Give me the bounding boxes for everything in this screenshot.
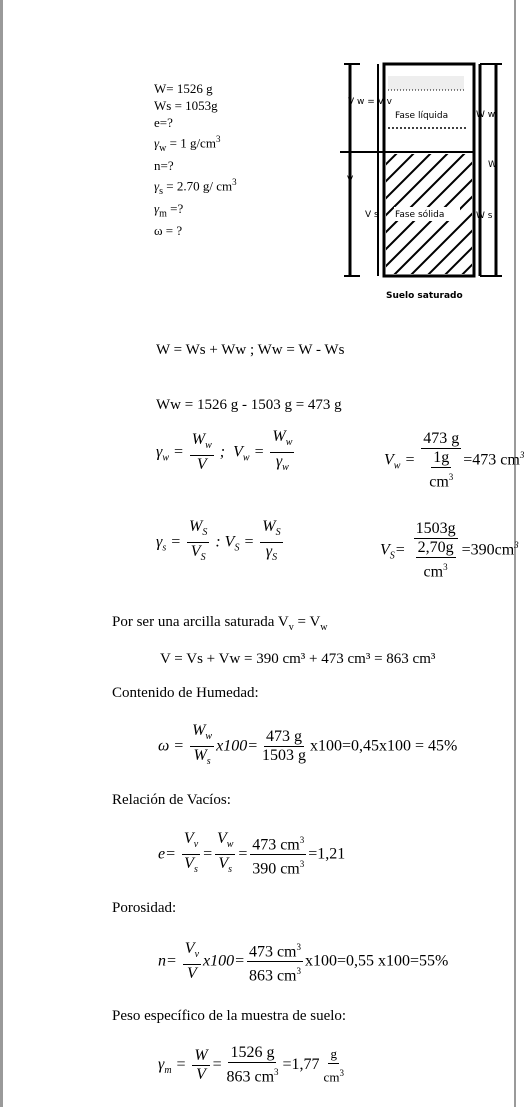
label-vs: V s: [365, 210, 379, 220]
eq-omega: ω = $\frac{W_w}{W_s}$ x100= $\frac{473 g}{1503 g}$ x100=0,45x100 = 45%: [158, 722, 458, 768]
diagram-caption: Suelo saturado: [386, 291, 463, 301]
given-n: n=?: [154, 157, 174, 173]
liquid-strip: [388, 76, 464, 90]
given-gamma-m: $\gamma_m$ =?: [154, 200, 184, 220]
phase-diagram: [340, 56, 510, 306]
given-e: e=?: [154, 115, 173, 130]
given-data: [154, 80, 237, 239]
fase-solida: Fase sólida: [395, 210, 445, 220]
label-ww: W w: [476, 110, 496, 120]
label-vw-vv: V w = V v: [348, 97, 392, 107]
given-omega: ω = ?: [154, 223, 183, 239]
eq-unit-weight: $\gamma_m$ = $\frac{W}{V}$ = $\frac{1526 g}{863 cm^3}$ =1,77 $\frac{g}{cm^3}$: [158, 1044, 344, 1086]
given-gamma-w: $\gamma_w = 1$ $g/cm^3$: [154, 134, 221, 154]
label-v: V: [347, 175, 354, 185]
fase-liquida: Fase líquida: [395, 111, 449, 121]
eq-vs-calc: $V_S=$ $\frac{1503g}{\frac{2,70g}{cm^3}}$ $=390cm^3$: [380, 520, 519, 581]
eq-gamma-w-def: $\gamma_w$ = $\frac{W_w}{V}$ ; $V_w$ = $\frac{W_w}{\gamma_w}$: [156, 428, 293, 474]
eq-vw-calc: $V_w$ = $\frac{473 g}{\frac{1g}{cm^3}}$ =473 $cm^3$: [384, 430, 524, 491]
given-ws: Ws = 1053g: [154, 98, 218, 113]
page-edge-left: [0, 0, 3, 1107]
eq-void-ratio: e= $\frac{V_v}{V_s}$ = $\frac{V_w}{V_s}$ = $\frac{473 cm^3}{390 cm^3}$ =1,21: [158, 830, 346, 878]
given-w: W= 1526 g: [154, 81, 213, 96]
eq-gamma-s-def: $\gamma_s$ = $\frac{W_S}{V_S}$ : $V_S$ = $\frac{W_S}{\gamma_S}$: [156, 518, 281, 564]
given-gamma-s: $\gamma_s = 2.70$ g/ $cm^3$: [154, 176, 237, 197]
text-saturated: Por ser una arcilla saturada $V_v = V_w$: [112, 614, 328, 633]
text-v-total: V = Vs + Vw = 390 cm³ + 473 cm³ = 863 cm³: [160, 651, 436, 667]
eq-weight-relation: W = Ws + Ww ; Ww = W - Ws: [156, 342, 345, 358]
heading-porosity: Porosidad:: [112, 900, 177, 916]
heading-unit-weight: Peso específico de la muestra de suelo:: [112, 1008, 347, 1024]
label-w: W: [488, 160, 497, 170]
heading-void-ratio: Relación de Vacíos:: [112, 792, 231, 808]
eq-ww-calc: Ww = 1526 g - 1503 g = 473 g: [156, 397, 342, 413]
label-ws: W s: [476, 211, 493, 221]
eq-porosity: n= $\frac{V_v}{V}$ x100= $\frac{473 cm^3}{863 cm^3}$ x100=0,55 x100=55%: [158, 938, 448, 986]
heading-moisture: Contenido de Humedad:: [112, 685, 259, 701]
